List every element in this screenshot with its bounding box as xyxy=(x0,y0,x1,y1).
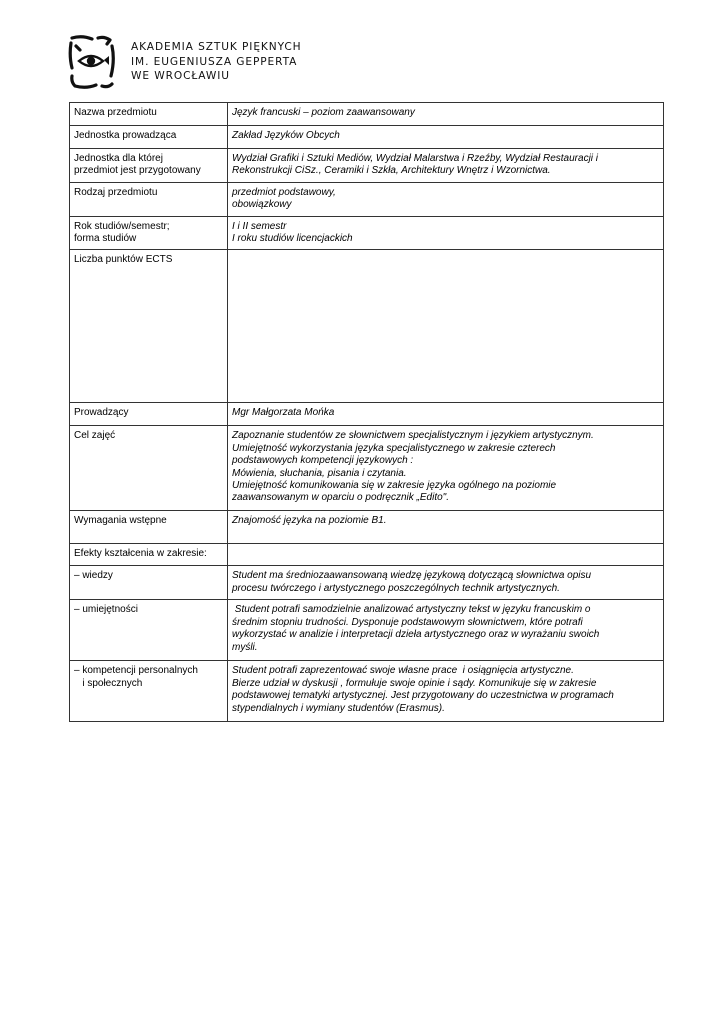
ects-points-value-cell xyxy=(228,250,664,403)
table-row-instructor xyxy=(70,403,664,426)
table-row-course-name xyxy=(70,103,664,126)
teaching-unit-label-line: Jednostka prowadząca xyxy=(74,130,177,141)
academy-eye-logo-icon xyxy=(68,34,116,90)
institution-line-3: WE WROCŁAWIU xyxy=(131,70,230,82)
table-row-outcome-knowledge xyxy=(70,566,664,600)
learning-outcomes-heading-label-cell xyxy=(70,544,228,566)
target-units-label-line: przedmiot jest przygotowany xyxy=(74,165,201,177)
course-type-value-line: przedmiot podstawowy, xyxy=(232,186,336,198)
outcome-competences-label-line: – kompetencji personalnych xyxy=(74,665,198,677)
outcome-knowledge-value-line: procesu twórczego i artystycznego poszczególnych technik artystycznych. xyxy=(232,582,560,594)
course-goals-value-cell xyxy=(228,426,664,511)
table-row-target-units xyxy=(70,149,664,183)
institution-name xyxy=(131,40,302,84)
prerequisites-value-cell xyxy=(228,511,664,544)
table-row-year-semester xyxy=(70,216,664,250)
year-semester-value-cell xyxy=(228,216,664,250)
table-row-teaching-unit xyxy=(70,126,664,149)
instructor-label-cell xyxy=(70,403,228,426)
outcome-competences-value-line: Bierze udział w dyskusji , formułuje swoje opinie i sądy. Komunikuje się w zakresie xyxy=(232,677,597,689)
table-row-outcome-competences xyxy=(70,661,664,722)
course-name-label-cell xyxy=(70,103,228,126)
course-type-value-cell xyxy=(228,182,664,216)
target-units-label-cell xyxy=(70,149,228,183)
outcome-competences-value-line: Student potrafi zaprezentować swoje własne prace i osiągnięcia artystyczne. xyxy=(232,665,574,677)
course-goals-value-line: Mówienia, słuchania, pisania i czytania. xyxy=(232,467,407,479)
teaching-unit-value-line: Zakład Języków Obcych xyxy=(232,130,340,141)
table-row-course-goals xyxy=(70,426,664,511)
outcome-knowledge-label-cell xyxy=(70,566,228,600)
outcome-competences-value-line: stypendialnych i wymiany studentów (Erasmus). xyxy=(232,702,445,714)
course-goals-value-line: Umiejętność komunikowania się w zakresie języka ogólnego na poziomie xyxy=(232,480,557,492)
table-row-course-type xyxy=(70,182,664,216)
course-goals-value-line: zaawansowanym w oparciu o podręcznik „Edito". xyxy=(232,492,449,504)
course-type-label-line: Rodzaj przedmiotu xyxy=(74,186,158,198)
outcome-competences-value-cell xyxy=(228,661,664,722)
outcome-skills-value-line: myśli. xyxy=(232,641,258,653)
course-description-table xyxy=(69,102,664,722)
prerequisites-label-cell xyxy=(70,511,228,544)
outcome-competences-label-cell xyxy=(70,661,228,722)
ects-points-label-cell xyxy=(70,250,228,403)
outcome-knowledge-value-cell xyxy=(228,566,664,600)
prerequisites-label-line: Wymagania wstępne xyxy=(74,515,167,527)
year-semester-label-line: Rok studiów/semestr; xyxy=(74,220,170,232)
table-row-learning-outcomes-heading xyxy=(70,544,664,566)
target-units-value-line: Rekonstrukcji CiSz., Ceramiki i Szkła, Architektury Wnętrz i Wzornictwa. xyxy=(232,165,551,177)
course-type-label-cell xyxy=(70,182,228,216)
target-units-value-line: Wydział Grafiki i Sztuki Mediów, Wydział Malarstwa i Rzeźby, Wydział Restauracji i xyxy=(232,153,599,164)
learning-outcomes-heading-value-cell xyxy=(228,544,664,566)
outcome-skills-value-cell xyxy=(228,600,664,661)
year-semester-label-line: forma studiów xyxy=(74,233,137,245)
outcome-competences-value-line: podstawowej tematyki artystycznej. Jest przygotowany do uczestnictwa w programach xyxy=(232,690,614,702)
teaching-unit-label-cell xyxy=(70,126,228,149)
page-header xyxy=(68,34,468,90)
course-name-value-cell xyxy=(228,103,664,126)
ects-points-label-line: Liczba punktów ECTS xyxy=(74,254,173,266)
course-name-label-line: Nazwa przedmiotu xyxy=(74,107,157,118)
target-units-value-cell xyxy=(228,149,664,183)
course-name-value-line: Język francuski – poziom zaawansowany xyxy=(232,107,415,118)
course-goals-value-line: Zapoznanie studentów ze słownictwem specjalistycznym i językiem artystycznym. xyxy=(232,430,594,442)
course-goals-label-line: Cel zajęć xyxy=(74,430,116,442)
course-goals-value-line: Umiejętność wykorzystania języka specjalistycznego w zakresie czterech xyxy=(232,442,556,454)
teaching-unit-value-cell xyxy=(228,126,664,149)
course-type-value-line: obowiązkowy xyxy=(232,199,292,211)
outcome-knowledge-label-line: – wiedzy xyxy=(74,570,113,582)
year-semester-value-line: I i II semestr xyxy=(232,220,287,232)
outcome-knowledge-value-line: Student ma średniozaawansowaną wiedzę językową dotyczącą słownictwa opisu xyxy=(232,570,592,582)
institution-line-1: AKADEMIA SZTUK PIĘKNYCH xyxy=(131,41,302,53)
instructor-value-cell xyxy=(228,403,664,426)
outcome-skills-value-line: Student potrafi samodzielnie analizować artystyczny tekst w języku francuskim o xyxy=(232,604,591,616)
table-row-outcome-skills xyxy=(70,600,664,661)
year-semester-label-cell xyxy=(70,216,228,250)
prerequisites-value-line: Znajomość języka na poziomie B1. xyxy=(232,515,387,527)
table-row-prerequisites xyxy=(70,511,664,544)
outcome-skills-value-line: średnim stopniu trudności. Dysponuje podstawowym słownictwem, które potrafi xyxy=(232,616,583,628)
outcome-competences-label-line: i społecznych xyxy=(74,677,143,689)
course-goals-value-line: podstawowych kompetencji językowych : xyxy=(232,455,414,467)
outcome-skills-label-line: – umiejętności xyxy=(74,604,138,616)
institution-line-2: IM. EUGENIUSZA GEPPERTA xyxy=(131,55,298,68)
outcome-skills-label-cell xyxy=(70,600,228,661)
instructor-value-line: Mgr Małgorzata Mońka xyxy=(232,407,335,419)
learning-outcomes-heading-label-line: Efekty kształcenia w zakresie: xyxy=(74,548,207,560)
table-row-ects-points xyxy=(70,250,664,403)
target-units-label-line: Jednostka dla której xyxy=(74,153,163,164)
course-goals-label-cell xyxy=(70,426,228,511)
year-semester-value-line: I roku studiów licencjackich xyxy=(232,233,353,245)
outcome-skills-value-line: wykorzystać w analizie i interpretacji dzieła artystycznego oraz w wyrażaniu swoich xyxy=(232,629,600,641)
instructor-label-line: Prowadzący xyxy=(74,407,129,419)
